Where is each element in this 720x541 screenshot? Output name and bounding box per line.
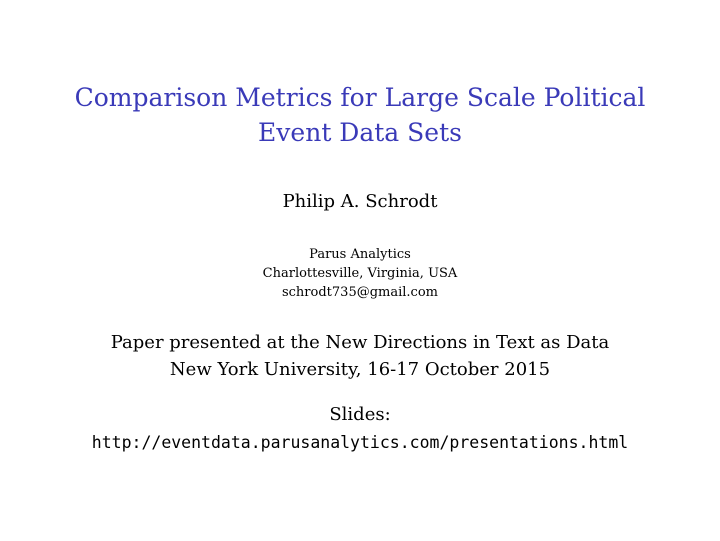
author-name: Philip A. Schrodt bbox=[282, 191, 438, 212]
slides-url-link[interactable]: http://eventdata.parusanalytics.com/presentations.html bbox=[91, 433, 629, 452]
affiliation-email: schrodt735@gmail.com bbox=[281, 285, 438, 300]
title-line-2: Event Data Sets bbox=[258, 118, 462, 147]
affiliation-org: Parus Analytics bbox=[309, 247, 411, 262]
affiliation-location: Charlottesville, Virginia, USA bbox=[262, 266, 458, 281]
presentation-note bbox=[0, 329, 720, 383]
presentation-line-1: Paper presented at the New Directions in Text as Data bbox=[110, 332, 610, 353]
presentation-line-2: New York University, 16-17 October 2015 bbox=[169, 359, 551, 380]
slide-title bbox=[0, 80, 720, 150]
slides-label: Slides: bbox=[329, 404, 391, 425]
title-line-1: Comparison Metrics for Large Scale Political bbox=[74, 83, 646, 112]
affiliation-block bbox=[0, 245, 720, 302]
